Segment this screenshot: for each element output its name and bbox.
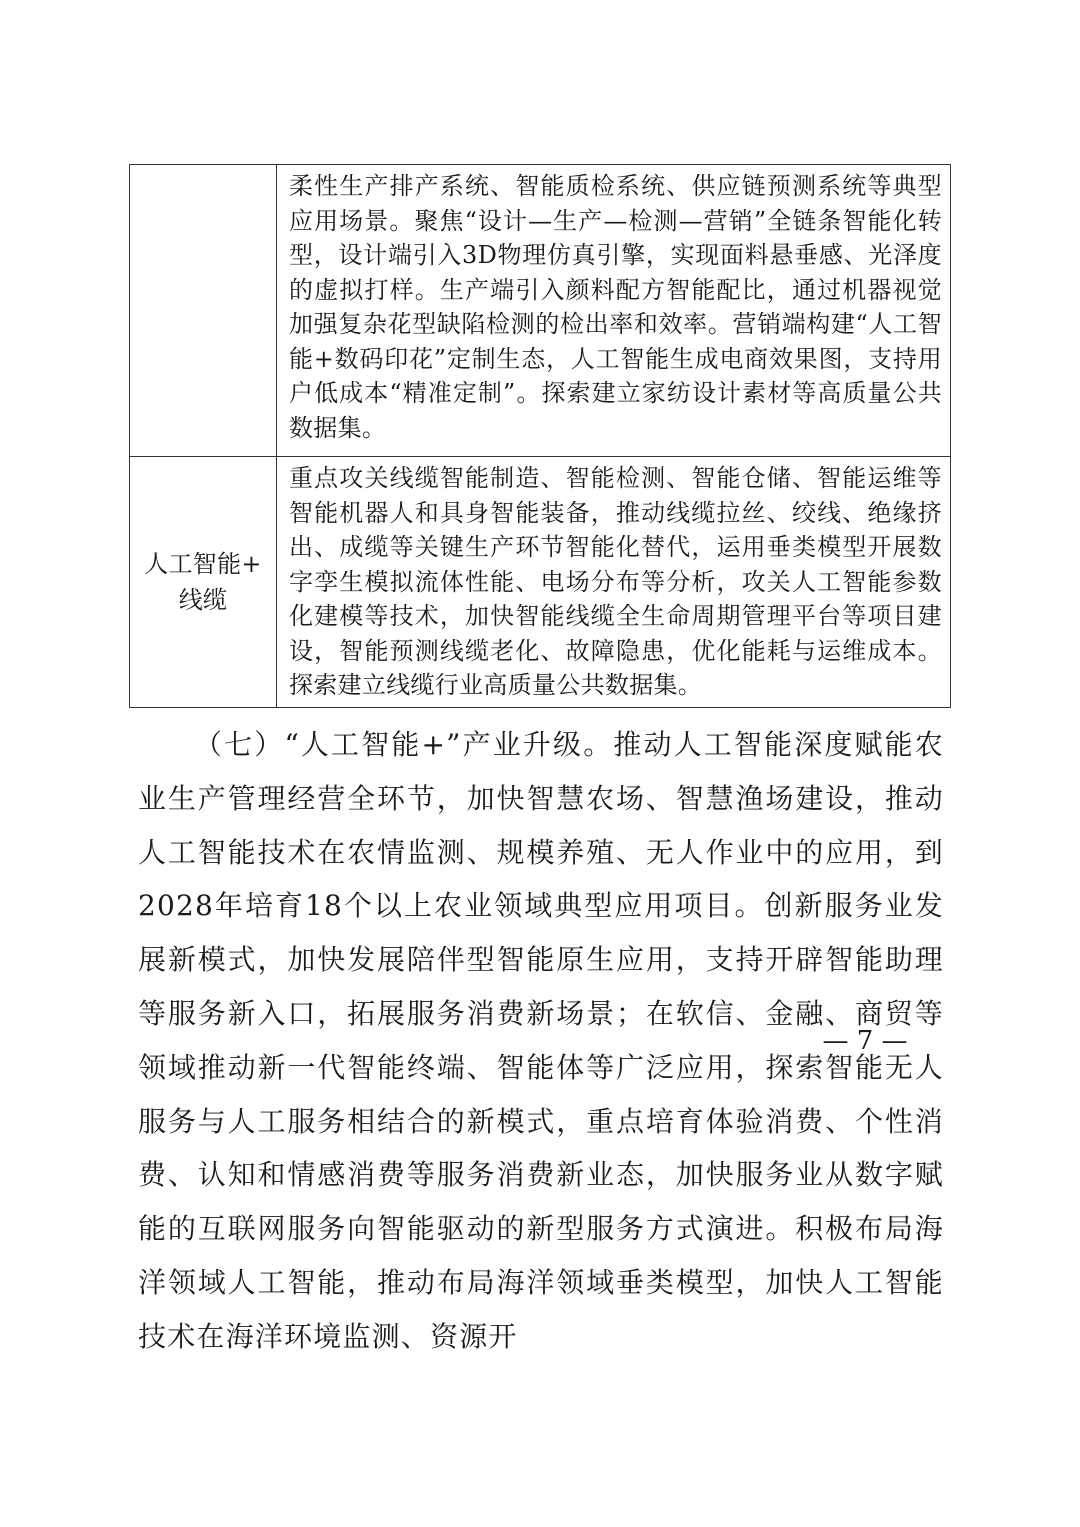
page-number: — 7 —	[822, 1026, 908, 1056]
table-row-content: 柔性生产排产系统、智能质检系统、供应链预测系统等典型应用场景。聚焦“设计—生产—检测—营销”全链条智能化转型，设计端引入3D物理仿真引擎，实现面料悬垂感、光泽度的虚拟打样。生产端引入颜料配方智能配比，通过机器视觉加强复杂花型缺陷检测的检出率和效率。营销端构建“人工智能+数码印花”定制生态，人工智能生成电商效果图，支持用户低成本“精准定制”。探索建立家纺设计素材等高质量公共数据集。	[277, 165, 951, 457]
row-label-line2: 线缆	[178, 585, 228, 614]
table-row-label	[130, 165, 277, 457]
table-row	[130, 457, 951, 708]
body-paragraph: （七）“人工智能+”产业升级。推动人工智能深度赋能农业生产管理经营全环节，加快智慧农场、智慧渔场建设，推动人工智能技术在农情监测、规模养殖、无人作业中的应用，到2028年培育18个以上农业领域典型应用项目。创新服务业发展新模式，加快发展陪伴型智能原生应用，支持开辟智能助理等服务新入口，拓展服务消费新场景；在软信、金融、商贸等领域推动新一代智能终端、智能体等广泛应用，探索智能无人服务与人工服务相结合的新模式，重点培育体验消费、个性消费、认知和情感消费等服务消费新业态，加快服务业从数字赋能的互联网服务向智能驱动的新型服务方式演进。积极布局海洋领域人工智能，推动布局海洋领域垂类模型，加快人工智能技术在海洋环境监测、资源开	[138, 728, 944, 1353]
row-label-line1: 人工智能+	[144, 549, 262, 578]
table-row-content: 重点攻关线缆智能制造、智能检测、智能仓储、智能运维等智能机器人和具身智能装备，推动线缆拉丝、绞线、绝缘挤出、成缆等关键生产环节智能化替代，运用垂类模型开展数字孪生模拟流体性能、电场分布等分析，攻关人工智能参数化建模等技术，加快智能线缆全生命周期管理平台等项目建设，智能预测线缆老化、故障隐患，优化能耗与运维成本。探索建立线缆行业高质量公共数据集。	[277, 457, 951, 708]
table-row	[130, 165, 951, 457]
application-scenarios-table	[129, 164, 951, 708]
table-row-label	[130, 457, 277, 708]
